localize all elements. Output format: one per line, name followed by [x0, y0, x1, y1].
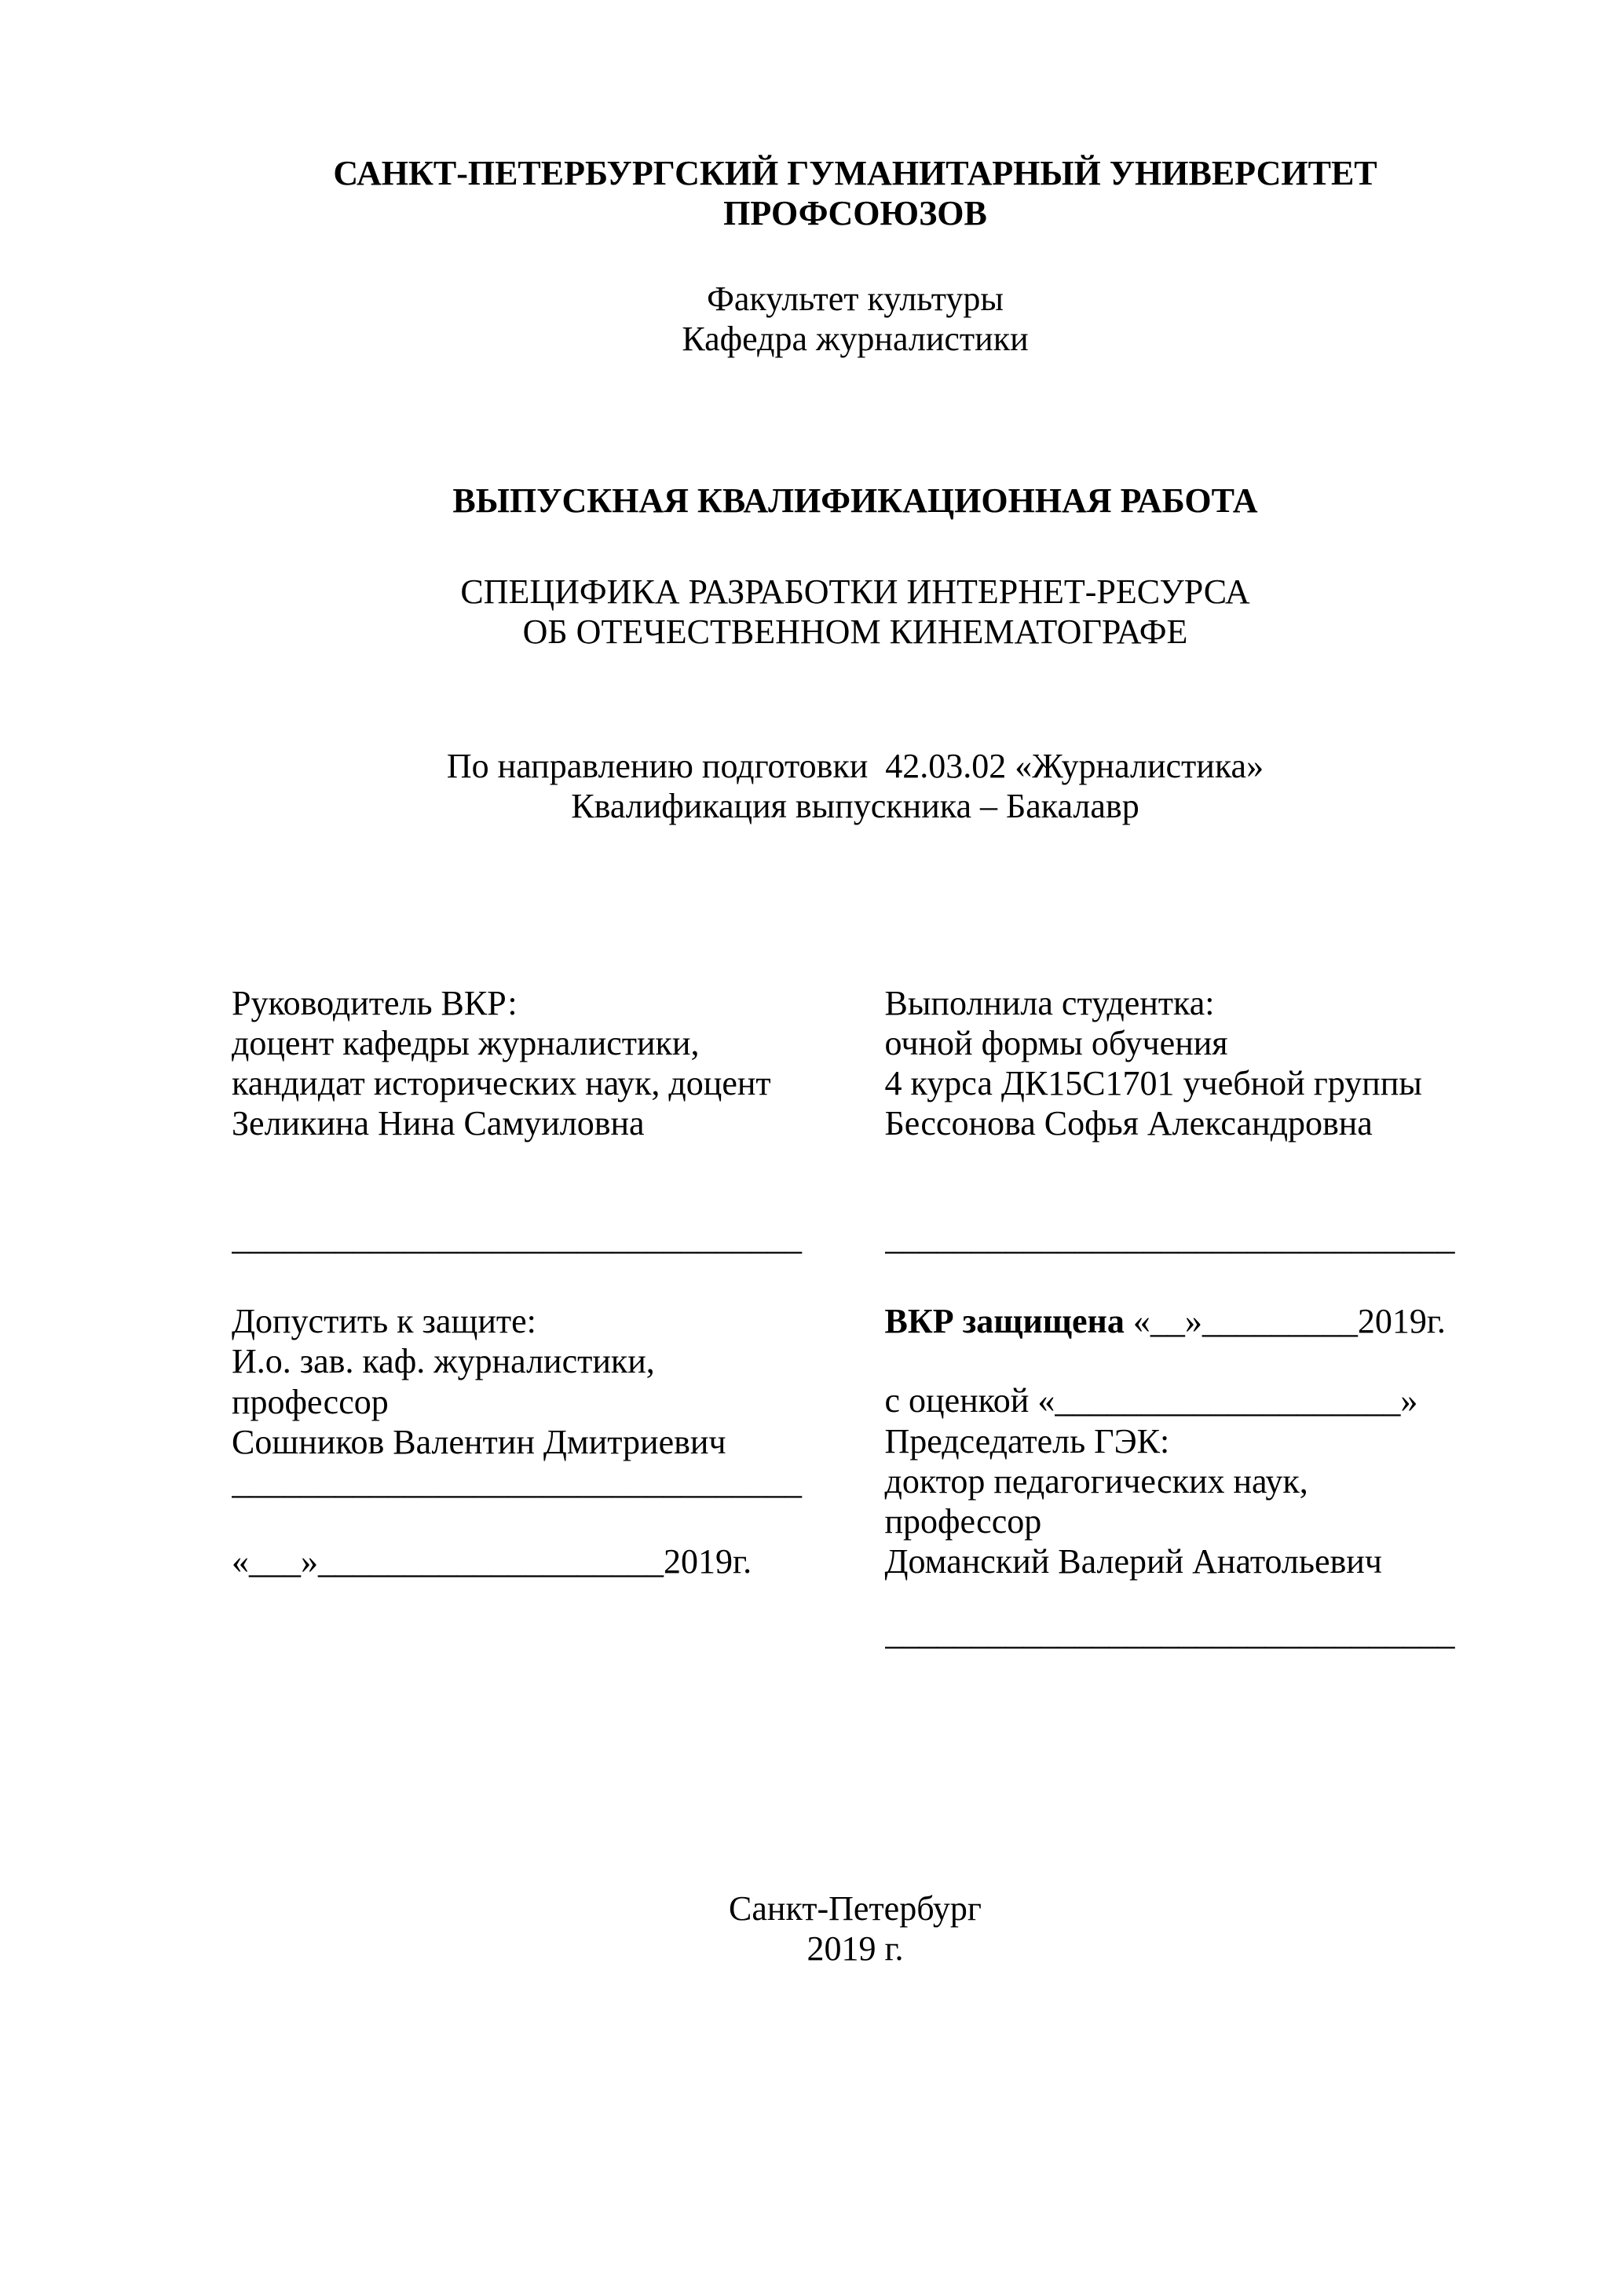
supervisor-signature-line: _________________________________	[232, 1219, 802, 1258]
thesis-title-line-1: СПЕЦИФИКА РАЗРАБОТКИ ИНТЕРНЕТ-РЕСУРСА	[460, 572, 1250, 612]
defense-defended-label: ВКР защищена	[884, 1302, 1125, 1341]
thesis-title-line-2: ОБ ОТЕЧЕСТВЕННОМ КИНЕМАТОГРАФЕ	[522, 612, 1188, 652]
defense-grade-line: с оценкой «____________________»	[884, 1381, 1418, 1420]
footer-city: Санкт-Петербург	[729, 1888, 982, 1928]
department-name: Кафедра журналистики	[682, 320, 1029, 359]
admission-line-1: Допустить к защите:	[232, 1302, 536, 1341]
chairman-title: Председатель ГЭК:	[884, 1421, 1170, 1461]
admission-date-line: «___»____________________2019г.	[232, 1541, 752, 1581]
chairman-name: Доманский Валерий Анатольевич	[884, 1541, 1382, 1581]
footer-year: 2019 г.	[807, 1929, 904, 1968]
program-qualification: Квалификация выпускника – Бакалавр	[571, 787, 1139, 826]
defense-date-line	[885, 1301, 1480, 1341]
faculty-name: Факультет культуры	[707, 280, 1004, 319]
chairman-degree: доктор педагогических наук,	[884, 1461, 1308, 1501]
supervisor-position-line-1: доцент кафедры журналистики,	[232, 1024, 700, 1063]
admission-line-2: И.о. зав. каф. журналистики,	[232, 1342, 655, 1381]
signature-block-2	[232, 1301, 1479, 1652]
student-name: Бессонова Софья Александровна	[884, 1104, 1373, 1143]
admission-block	[232, 1301, 826, 1652]
faculty-department-block	[232, 279, 1479, 359]
student-block	[885, 983, 1480, 1258]
student-study-form: очной формы обучения	[884, 1024, 1228, 1063]
program-direction: По направлению подготовки 42.03.02 «Журналистика»	[446, 747, 1264, 786]
defense-defended-date: «__»_________2019г.	[1124, 1302, 1446, 1341]
chairman-position: профессор	[884, 1501, 1042, 1541]
supervisor-name: Зеликина Нина Самуиловна	[232, 1104, 645, 1143]
footer	[232, 1888, 1479, 1969]
university-name-line-2: ПРОФСОЮЗОВ	[723, 194, 987, 233]
defense-block	[885, 1301, 1480, 1652]
chairman-signature-line: _________________________________	[884, 1613, 1455, 1652]
student-role: Выполнила студентка:	[884, 984, 1215, 1023]
admission-name: Сошников Валентин Дмитриевич	[232, 1422, 726, 1461]
student-signature-line: _________________________________	[884, 1219, 1455, 1258]
program-block	[232, 746, 1479, 826]
work-type-title: ВЫПУСКНАЯ КВАЛИФИКАЦИОННАЯ РАБОТА	[452, 481, 1258, 521]
university-name-line-1: САНКТ-ПЕТЕРБУРГСКИЙ ГУМАНИТАРНЫЙ УНИВЕРСИТЕТ	[333, 154, 1377, 192]
student-group: 4 курса ДК15С1701 учебной группы	[884, 1064, 1422, 1103]
admission-line-3: профессор	[232, 1382, 389, 1421]
supervisor-role: Руководитель ВКР:	[232, 984, 518, 1023]
supervisor-position-line-2: кандидат исторических наук, доцент	[232, 1064, 771, 1103]
signature-block-1	[232, 983, 1479, 1258]
university-name	[232, 153, 1479, 233]
admission-signature-line: _________________________________	[232, 1462, 802, 1501]
supervisor-block	[232, 983, 826, 1258]
thesis-title	[232, 572, 1479, 652]
